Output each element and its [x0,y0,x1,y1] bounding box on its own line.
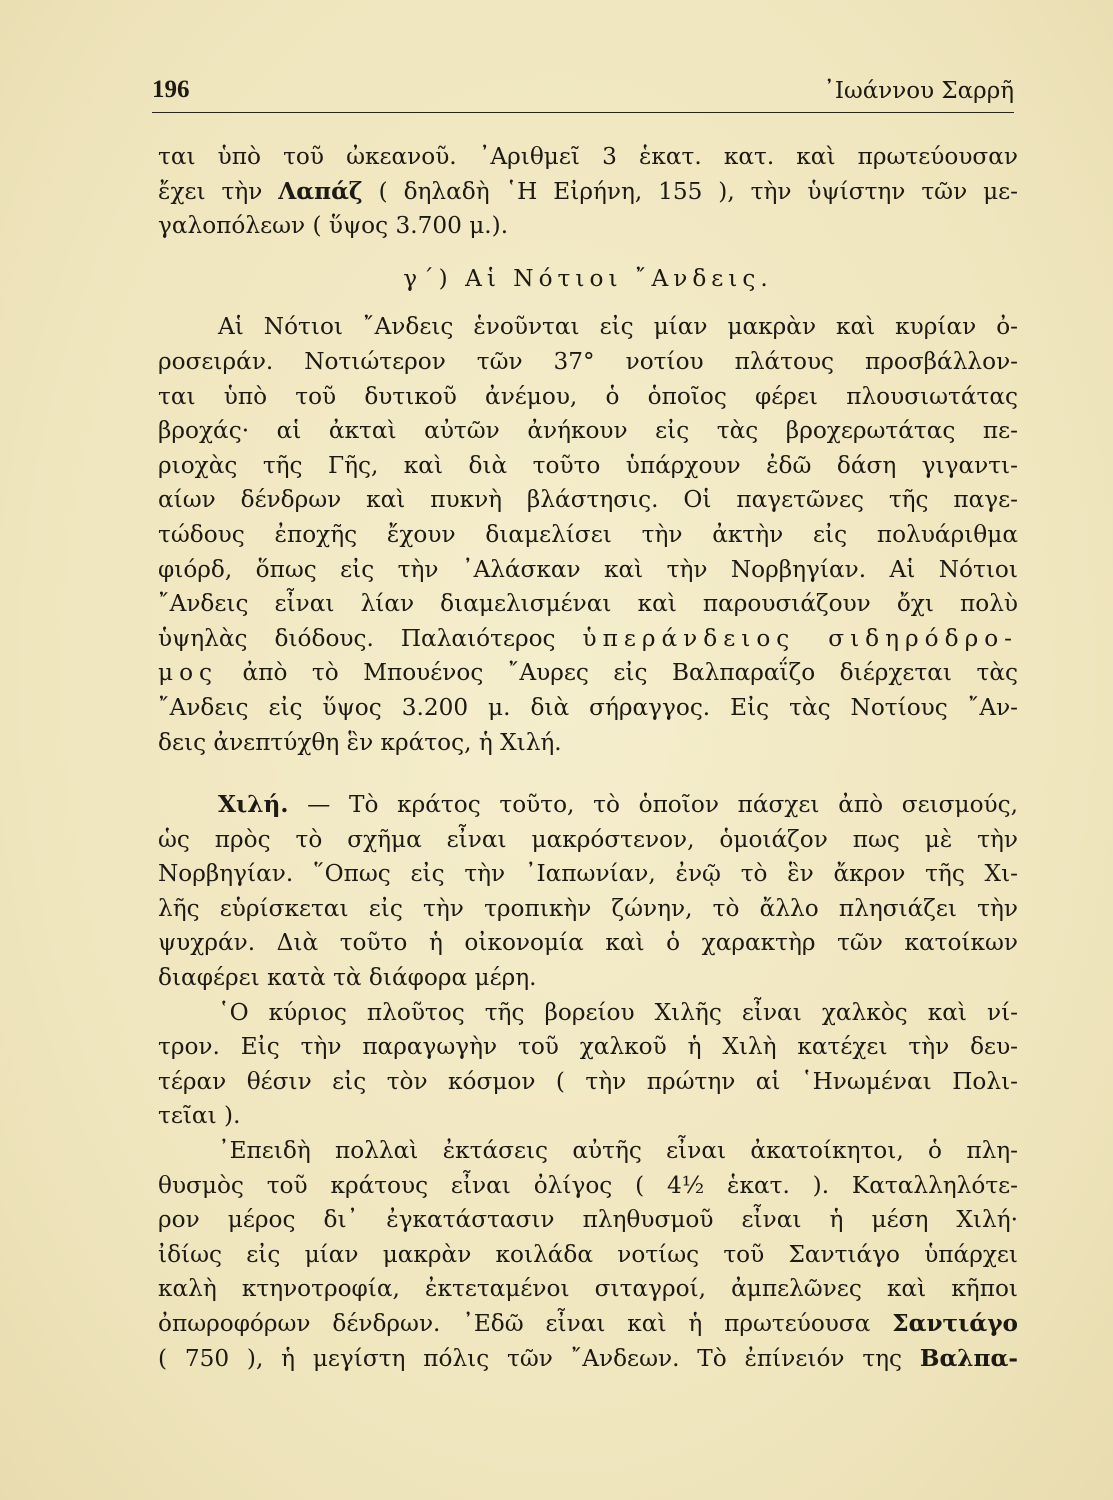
text-line: ᾿Επειδὴ πολλαὶ ἐκτάσεις αὐτῆς εἶναι ἀκατοίκητοι, ὁ πλη- [218,1137,1018,1165]
text-line: λῆς εὑρίσκεται εἰς τὴν τροπικὴν ζώνην, τὸ ἄλλο πλησιάζει τὴν [158,894,1018,922]
text-line: ῎Ανδεις εἰς ὕψος 3.200 μ. διὰ σήραγγος. Εἰς τὰς Νοτίους ῎Αν- [158,693,1018,721]
text-line: ( 750 ), ἡ μεγίστη πόλις τῶν ῎Ανδεων. Τὸ ἐπίνειόν της Βαλπα- [158,1344,1018,1372]
text-line: ὡς πρὸς τὸ σχῆμα εἶναι μακρόστενον, ὁμοιάζον πως μὲ τὴν [158,825,1018,853]
place-name-valparaiso: Βαλπα- [919,1344,1018,1372]
text-line: αίων δένδρων καὶ πυκνὴ βλάστησις. Οἱ παγετῶνες τῆς παγε- [158,486,1018,514]
text-line: ἔχει τὴν Λαπάζ ( δηλαδὴ ῾Η Εἰρήνη, 155 ), τὴν ὑψίστην τῶν με- [158,177,1018,205]
paragraph-chile [158,788,1018,996]
text-line: ροσειράν. Νοτιώτερον τῶν 37° νοτίου πλάτους προσβάλλον- [158,347,1018,375]
text-line: Χιλή. — Τὸ κράτος τοῦτο, τὸ ὁποῖον πάσχει ἀπὸ σεισμούς, [218,791,1018,819]
text-line: τρον. Εἰς τὴν παραγωγὴν τοῦ χαλκοῦ ἡ Χιλὴ κατέχει τὴν δευ- [158,1033,1018,1061]
text-line: Αἱ Νότιοι ῎Ανδεις ἑνοῦνται εἰς μίαν μακρὰν καὶ κυρίαν ὀ- [218,313,1018,341]
text-line: διαφέρει κατὰ τὰ διάφορα μέρη. [158,964,537,992]
text-line: μος ἀπὸ τὸ Μπουένος ῎Αυρες εἰς Βαλπαραΐζο διέρχεται τὰς [158,659,1019,687]
text-line: ῾Ο κύριος πλοῦτος τῆς βορείου Χιλῆς εἶναι χαλκὸς καὶ νί- [218,998,1018,1026]
text-line: ἰδίως εἰς μίαν μακρὰν κοιλάδα νοτίως τοῦ Σαντιάγο ὑπάρχει [158,1240,1018,1268]
text-line: ὑψηλὰς διόδους. Παλαιότερος ὑπεράνδειος σιδηρόδρο- [158,624,1018,652]
text-line: τώδους ἐποχῆς ἔχουν διαμελίσει τὴν ἀκτὴν εἰς πολυάριθμα [158,520,1018,548]
paragraph-wealth [158,996,1018,1134]
text-line: ται ὑπὸ τοῦ ὠκεανοῦ. ᾿Αριθμεῖ 3 ἑκατ. κατ. καὶ πρωτεύουσαν [158,143,1018,170]
spaced-term: ὑπεράνδειος σιδηρόδρο- [582,624,1018,652]
text-line: βροχάς· αἱ ἀκταὶ αὐτῶν ἀνήκουν εἰς τὰς βροχερωτάτας πε- [158,417,1018,445]
text-line: δεις ἀνεπτύχθη ἓν κράτος, ἡ Χιλή. [158,728,562,756]
spacer [158,760,1018,788]
body-text [158,140,1018,1376]
spaced-term: μος [158,659,219,687]
text-line: γαλοπόλεων ( ὕψος 3.700 μ.). [158,212,509,240]
page-number: 196 [152,76,190,103]
place-name-lapaz: Λαπάζ [278,177,363,205]
text-line: τέραν θέσιν εἰς τὸν κόσμον ( τὴν πρώτην αἱ ῾Ηνωμέναι Πολι- [158,1067,1018,1095]
section-heading: γ΄) Αἱ Νότιοι ῎Ανδεις. [403,264,773,292]
place-name-santiago: Σαντιάγο [892,1310,1018,1337]
running-title: ᾿Ιωάννου Σαρρῆ [823,78,1014,104]
text-line: ῎Ανδεις εἶναι λίαν διαμελισμέναι καὶ παρουσιάζουν ὄχι πολὺ [158,590,1018,618]
text-line: ὀπωροφόρων δένδρων. ᾿Εδῶ εἶναι καὶ ἡ πρωτεύουσα Σαντιάγο [158,1310,1018,1337]
text-line: ρον μέρος δι᾿ ἐγκατάστασιν πληθυσμοῦ εἶναι ἡ μέση Χιλή· [158,1206,1018,1234]
text-line: Νορβηγίαν. ῞Οπως εἰς τὴν ᾿Ιαπωνίαν, ἐνῷ τὸ ἓν ἄκρον τῆς Χι- [158,860,1018,888]
text-line: καλὴ κτηνοτροφία, ἐκτεταμένοι σιταγροί, ἀμπελῶνες καὶ κῆποι [158,1275,1018,1303]
paragraph-southern-andes [158,310,1018,760]
text-line: φιόρδ, ὅπως εἰς τὴν ᾿Αλάσκαν καὶ τὴν Νορβηγίαν. Αἱ Νότιοι [158,555,1018,583]
paragraph-lapaz [158,140,1018,244]
text-line: τεῖαι ). [158,1102,241,1130]
paragraph-population [158,1134,1018,1376]
text-line: ριοχὰς τῆς Γῆς, καὶ διὰ τοῦτο ὑπάρχουν ἐδῶ δάση γιγαντι- [158,451,1018,479]
text-line: ψυχράν. Διὰ τοῦτο ἡ οἰκονομία καὶ ὁ χαρακτὴρ τῶν κατοίκων [158,929,1018,957]
text-line: ται ὑπὸ τοῦ δυτικοῦ ἀνέμου, ὁ ὁποῖος φέρει πλουσιωτάτας [158,382,1018,410]
text-line: θυσμὸς τοῦ κράτους εἶναι ὀλίγος ( 4½ ἑκατ. ). Καταλληλότε- [158,1171,1018,1199]
subheading-chile: Χιλή. [218,791,289,819]
page-header [152,74,1014,113]
